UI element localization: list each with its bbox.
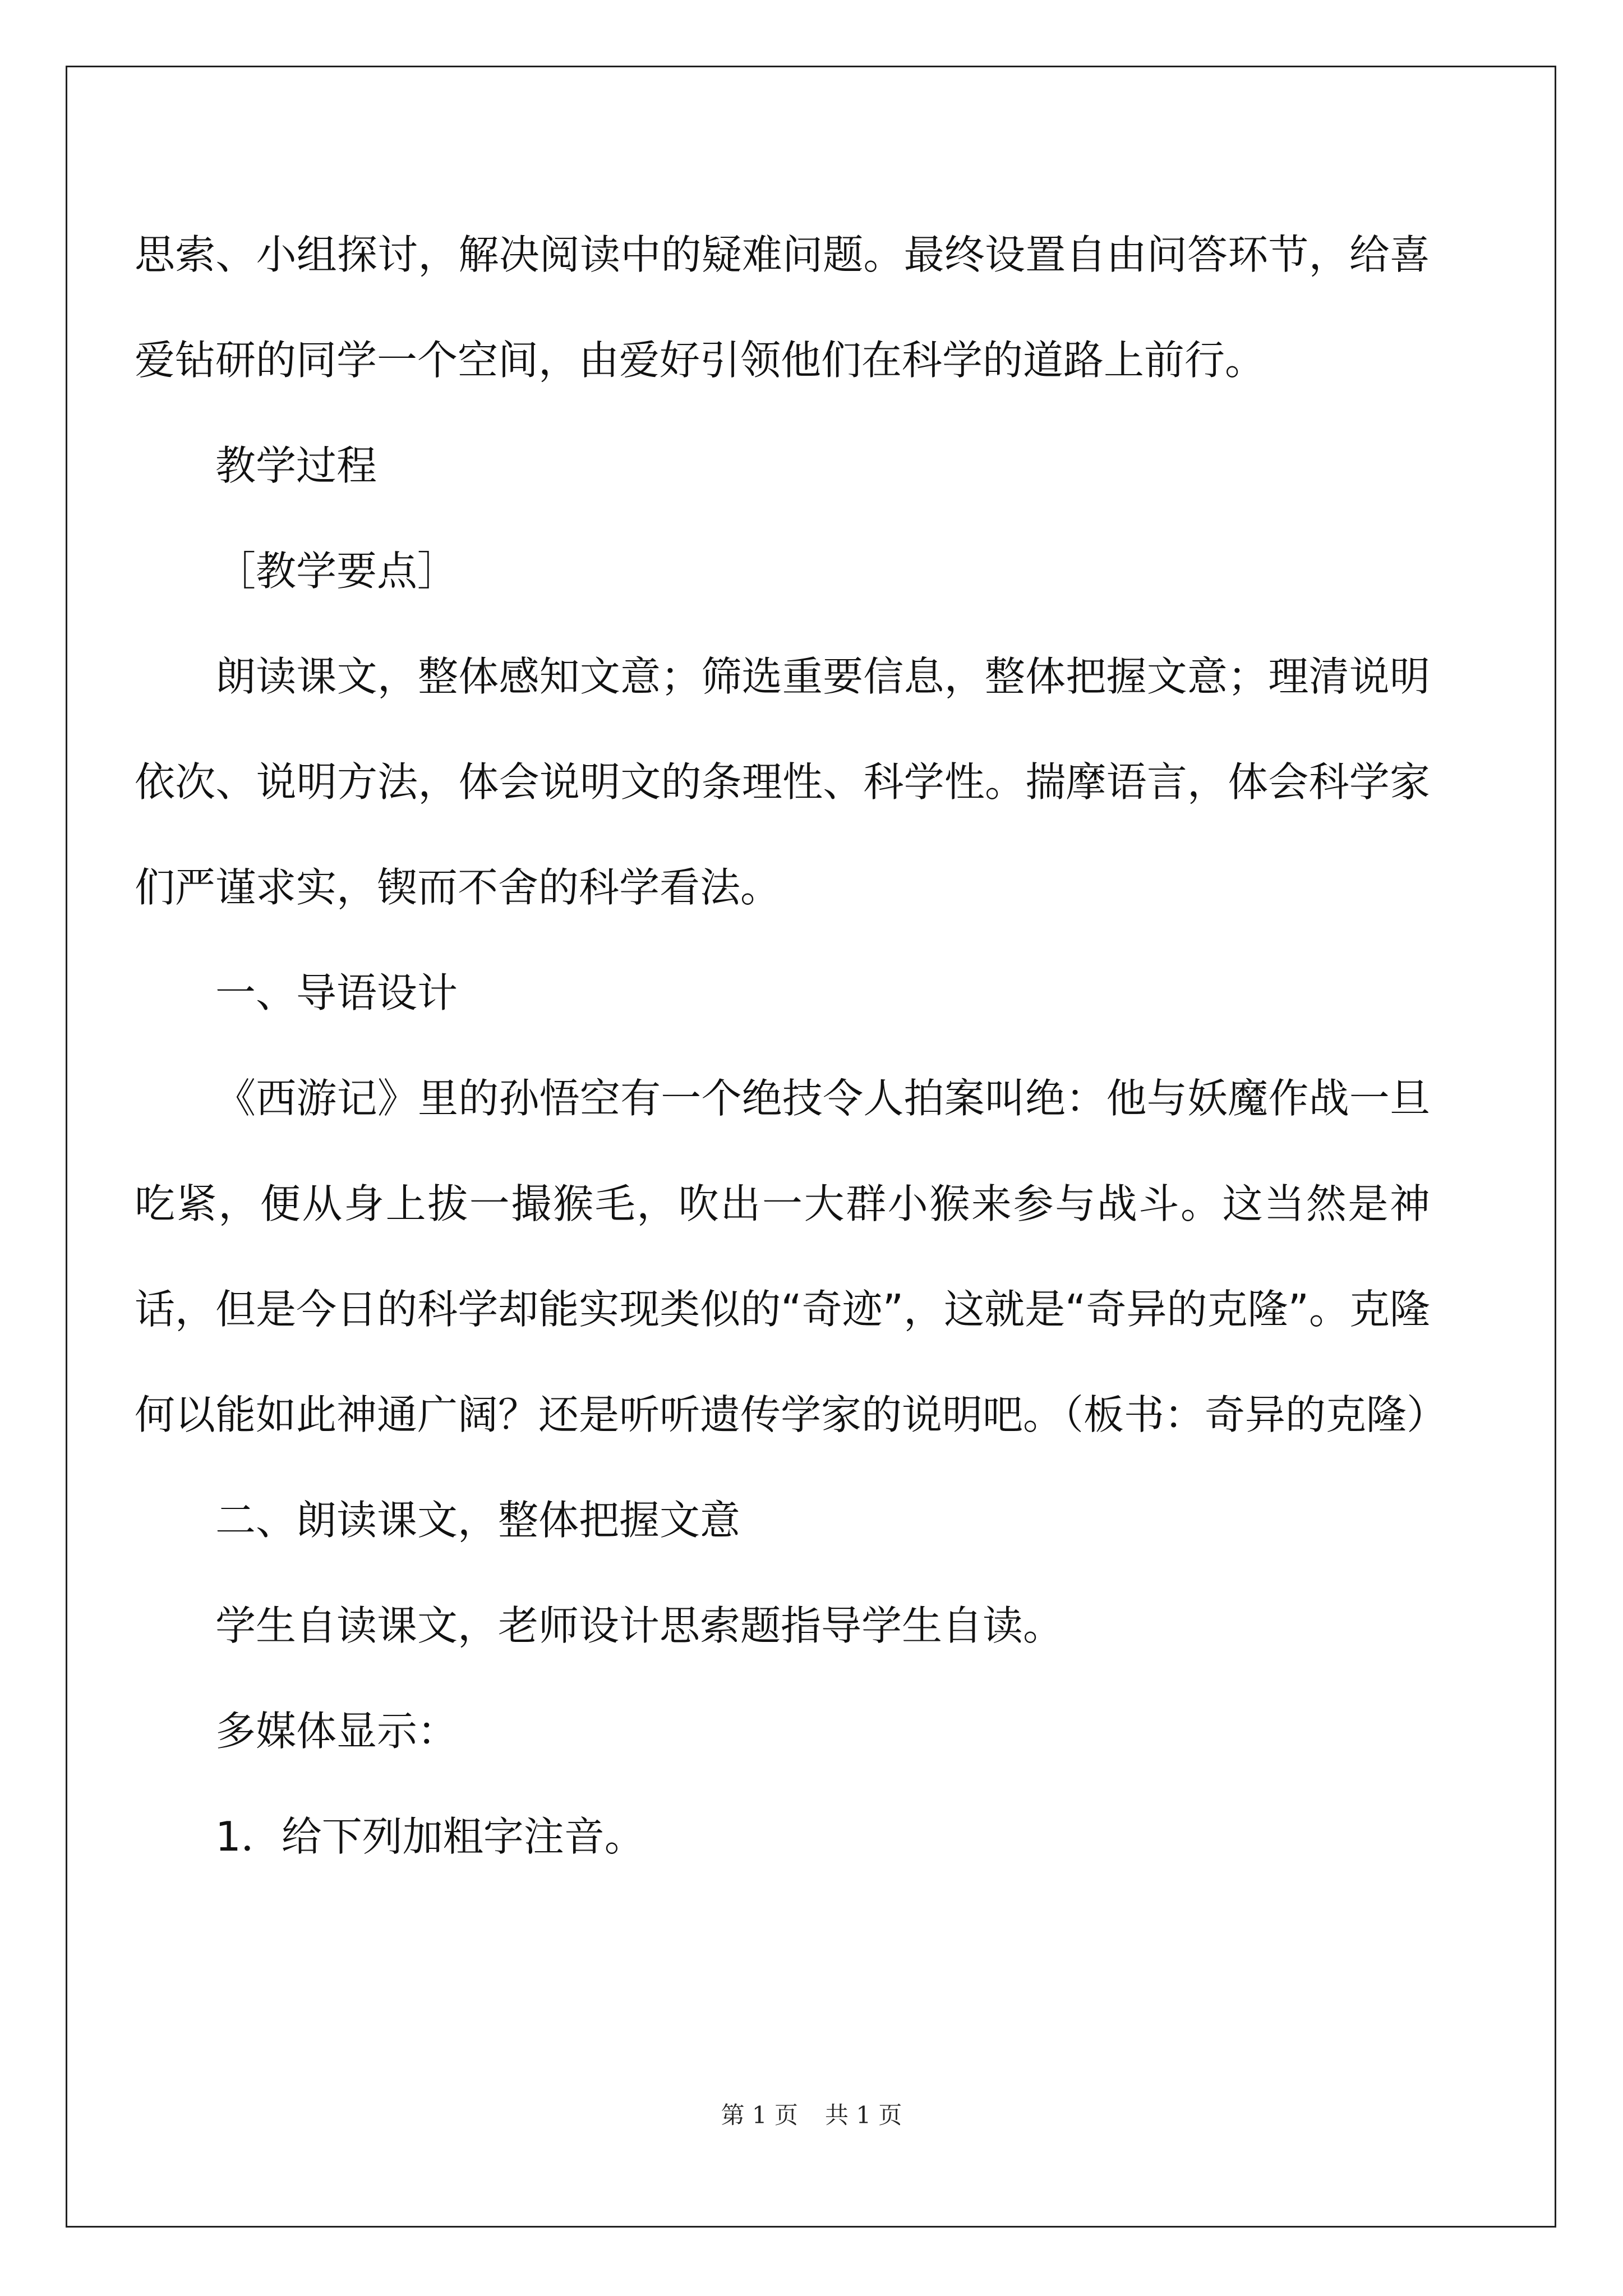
page-number: 第 1 页 xyxy=(721,2101,798,2129)
paragraph-self-reading: 学生自读课文，老师设计思索题指导学生自读。 xyxy=(215,1602,1064,1649)
paragraph-multimedia: 多媒体显示： xyxy=(215,1708,458,1755)
document-body xyxy=(135,202,1447,1889)
list-item-1: 1．给下列加粗字注音。 xyxy=(215,1813,645,1860)
paragraph-teaching-points: 朗读课文，整体感知文意；筛选重要信息，整体把握文意；理清说明依次、说明方法，体会说明文的条理性、科学性。揣摩语言，体会科学家们严谨求实，锲而不舍的科学看法。 xyxy=(135,653,1430,911)
page-total: 共 1 页 xyxy=(825,2101,902,2129)
heading-reading: 二、朗读课文，整体把握文意 xyxy=(215,1497,741,1544)
paragraph-intro-continuation: 思索、小组探讨，解决阅读中的疑难问题。最终设置自由问答环节，给喜爱钻研的同学一个空间，由爱好引领他们在科学的道路上前行。 xyxy=(135,231,1430,384)
page-footer xyxy=(0,2097,1623,2131)
heading-teaching-process: 教学过程 xyxy=(215,442,377,489)
paragraph-lead-in: 《西游记》里的孙悟空有一个绝技令人拍案叫绝：他与妖魔作战一旦吃紧，便从身上拔一撮猴毛，吹出一大群小猴来参与战斗。这当然是神话，但是今日的科学却能实现类似的“奇迹”，这就是“奇异的克隆”。克隆何以能如此神通广阔？还是听听遗传学家的说明吧。（板书：奇异的克隆） xyxy=(135,1075,1447,1438)
heading-lead-in-design: 一、导语设计 xyxy=(215,969,458,1016)
heading-teaching-points: ［教学要点］ xyxy=(215,547,458,595)
